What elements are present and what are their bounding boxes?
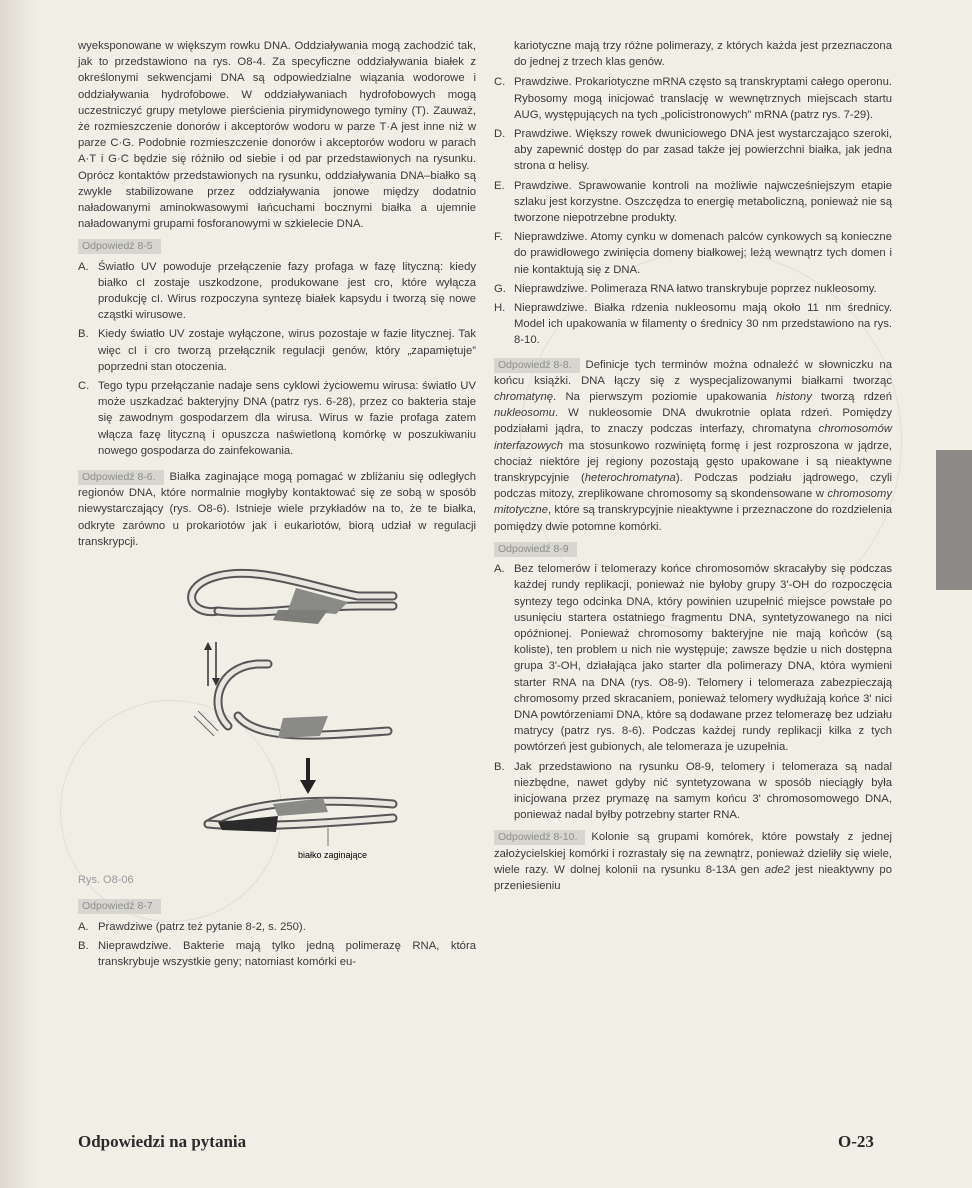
item-text: Kiedy światło UV zostaje wyłączone, wirus pozostaje w fazie litycznej. Tak więc cI i cro tworzą przełącznik regulacji genów, który „zapamiętuje” poprzedni stan otoczenia. [98, 328, 476, 373]
answer-8-5-label: Odpowiedź 8-5 [78, 239, 161, 254]
bending-protein-label: białko zaginające [298, 850, 368, 861]
right-column [494, 38, 892, 898]
item-letter: B. [78, 939, 89, 952]
list-item [494, 229, 892, 278]
list-item [78, 938, 476, 970]
item-letter: H. [494, 302, 506, 315]
continued-paragraph: kariotyczne mają trzy różne polimerazy, z których każda jest przeznaczona do jednej z trzech klas genów. [514, 40, 892, 69]
list-item [494, 759, 892, 824]
item-letter: B. [78, 328, 89, 341]
left-column [78, 38, 476, 973]
term-nucleosome: nukleosomu [494, 407, 555, 420]
item-text: Prawdziwe. Prokariotyczne mRNA często są transkryptami całego operonu. Rybosomy mogą inicjować translację w wewnętrznych miejscach startu AUG, występujących na tych „policistronowych” mRNA (patrz rys. 7-29). [514, 76, 892, 121]
text-run: Definicje tych terminów można odnaleźć w słowniczku na końcu książki. DNA łączy się z wyspecjalizowanymi białkami tworząc [494, 358, 892, 387]
item-letter: C. [78, 380, 90, 393]
item-text: Jak przedstawiono na rysunku O8-9, telomery i telomeraza są nadal niezbędne, nawet gdyby nić syntetyzowana w sposób nieciągły była inicjowana przez prymazę na samym końcu 3' chromosomowego DNA, ponieważ nadal byłby potrzebny starter RNA. [514, 760, 892, 822]
chapter-thumb-tab [936, 450, 972, 590]
text-run: . W nukleosomie DNA dwukrotnie oplata rdzeń. Pomiędzy podziałami jądra, to znaczy podczas interfazy, chromatyna [494, 407, 892, 436]
item-text: Tego typu przełączanie nadaje sens cyklowi życiowemu wirusa: światło UV może uszkadzać bakteryjny DNA (patrz rys. 6-28), przez co bakteria staje się zawodnym gospodarzem dla wirusa. Wirus w fazie profaga zatem włącza fazę lityczną i opuszcza naświetloną komórkę w poszukiwaniu nowego gospodarza do zainfekowania. [98, 380, 476, 457]
item-letter: G. [494, 282, 506, 295]
page-number: O-23 [838, 1132, 874, 1151]
item-letter: D. [494, 128, 506, 141]
list-item [494, 300, 892, 349]
answer-8-5-list [78, 259, 476, 459]
dna-loop-top [192, 573, 393, 624]
item-text: Nieprawdziwe. Atomy cynku w domenach palców cynkowych są konieczne do prawidłowego zwinięcia domeny białkowej; leżą wewnątrz tych domen i nie kontaktują się z DNA. [514, 231, 892, 276]
answer-8-8-label: Odpowiedź 8-8. [494, 358, 580, 373]
item-letter: F. [494, 231, 503, 244]
list-item [78, 378, 476, 459]
page-binding-shadow [0, 0, 36, 1188]
term-chromatin: chromatynę [494, 391, 554, 404]
item-letter: A. [494, 563, 505, 576]
answer-8-6-paragraph [78, 469, 476, 550]
term-mitotic-chromosomes: chromosomy mitotyczne [494, 488, 892, 517]
text-run: jest nieaktywny po przeniesieniu [494, 863, 892, 892]
list-item [494, 74, 892, 123]
term-histones: histony [776, 391, 812, 404]
list-item [78, 326, 476, 375]
answer-8-8-paragraph [494, 357, 892, 535]
item-text: Bez telomerów i telomerazy końce chromosomów skracałyby się podczas każdej rundy replikacji, ponieważ nie byłoby grupy 3'-OH do rozpoczęcia syntezy tego odcinka DNA, który powinien uzupełnić miejsce powstałe po usunięciu startera ostatniego fragmentu DNA, syntetyzowanego na nici opóźnionej. Ponieważ chromosomy bakteryjne nie mają końców (są koliste), ten problem u nich nie występuje; zawsze będzie u nich dostępna grupa 3'-OH, działająca jako starter dla polimerazy DNA, która wymieni starter RNA na DNA (rys. O8-9). Telomery i telomeraza zabezpieczają chromosomy przed skracaniem, ponieważ telomery wydłużają końce 3' nici DNA powtórzeniami DNA, które są dodawane przez telomerazę bez udziału matrycy (patrz rys. 8-6). Podczas każdej rundy replikacji kilka z tych powtórzeń jest gubionych, ale telomeraza je uzupełnia. [514, 563, 893, 754]
text-run: ma stosunkowo rozwiniętą formę i jest rozproszona w jądrze, chociaż niektóre jej regiony pozostają gęsto upakowane i są nieaktywne transkrypcyjnie ( [494, 439, 892, 485]
list-item [78, 259, 476, 324]
item-text: Nieprawdziwe. Polimeraza RNA łatwo transkrybuje poprzez nukleosomy. [514, 282, 877, 295]
bending-protein-figure [178, 566, 478, 866]
term-ade2: ade2 [764, 863, 790, 876]
term-interphase-chromosomes: chromosomów interfazowych [494, 423, 892, 452]
answer-8-9-heading [494, 541, 892, 557]
item-letter: B. [494, 760, 505, 773]
answer-8-5-heading [78, 238, 476, 254]
item-letter: E. [494, 179, 505, 192]
answer-8-10-paragraph [494, 829, 892, 894]
text-run: ). Podczas podziału jądrowego, czyli podczas mitozy, zreplikowane chromosomy są skondensowane w [494, 472, 892, 501]
dna-with-bending-protein [208, 798, 393, 846]
item-text: Nieprawdziwe. Białka rdzenia nukleosomu mają około 11 nm średnicy. Model ich upakowania w filamenty o średnicy 30 nm przedstawiono na rys. 8-10. [514, 302, 892, 347]
term-heterochromatin: heterochromatyna [584, 472, 676, 485]
item-text: Prawdziwe. Większy rowek dwuniciowego DNA jest wystarczająco szeroki, aby zapewnić dostęp do par zasad także jej powierzchni białka, jak jedna strona α helisy. [514, 128, 892, 173]
item-text: Prawdziwe (patrz też pytanie 8-2, s. 250). [98, 920, 306, 933]
answer-8-9-list [494, 561, 892, 823]
running-footer-title: Odpowiedzi na pytania [78, 1132, 247, 1151]
item-letter: A. [78, 260, 89, 273]
text-run: tworzą rdzeń [811, 391, 893, 404]
answer-8-10-label: Odpowiedź 8-10. [494, 830, 585, 845]
text-run: . Na pierwszym poziomie upakowania [553, 391, 777, 404]
text-run: , które są transkrypcyjnie nieaktywne i przeznaczone do rozdzielenia pomiędzy dwie potomne komórki. [494, 504, 892, 533]
dna-bending-diagram [178, 566, 478, 866]
intro-paragraph: wyeksponowane w większym rowku DNA. Oddziaływania mogą zachodzić tak, jak to przedstawiono na rys. O8-4. Za specyficzne oddziaływania białek z określonymi sekwencjami DNA są odpowiedzialne wiązania wodorowe i oddziaływania hydrofobowe. W oddziaływaniach hydrofobowych mogą uczestniczyć grupy metylowe pierścienia pirymidynowego tyminy (T). Zauważ, że rozmieszczenie donorów i akceptorów wodoru w parze T·A jest inne niż w parze C·G. Podobnie rozmieszczenie donorów i akceptorów wodoru w parach A·T i G·C będzie się różniło od siebie i od par przedstawionych na rysunku. Oprócz kontaktów przedstawionych na rysunku, oddziaływania DNA–białko są zwykle stabilizowane przez oddziaływania jonowe między dodatnio naładowanymi aminokwasowymi łańcuchami bocznymi białka a ujemnie naładowanymi grupami fosforanowymi w szkielecie DNA. [78, 40, 476, 231]
answer-8-7-heading [78, 898, 476, 914]
list-item [494, 178, 892, 227]
text-run: Kolonie są grupami komórek, które powstały z jednej założycielskiej komórki i rozrastały się na zewnątrz, ponieważ dzieliły się wiele, wiele razy. W dolnej kolonii na rysunku 8-13A gen [494, 831, 892, 876]
answer-8-6-text: Białka zaginające mogą pomagać w zbliżaniu się odległych regionów DNA, które normalnie mogłyby kontaktować się ze sobą w sposób niewystarczający (rys. O8-6). Istnieje wiele przykładów na to, że te białka, odkryte zarówno u prokariotów jak i eukariotów, biorą udział w regulacji transkrypcji. [78, 471, 476, 548]
answer-8-7-list [78, 919, 476, 971]
list-item [494, 561, 892, 755]
list-item [78, 919, 476, 935]
dna-bent-middle [194, 664, 388, 738]
answer-8-7-continued-list [494, 74, 892, 348]
answer-8-9-label: Odpowiedź 8-9 [494, 542, 577, 557]
item-text: Światło UV powoduje przełączenie fazy profaga w fazę lityczną: kiedy białko cI zostaje uszkodzone, produkowane jest cro, które wyłącza produkcję cI. Wirus rozpoczyna syntezę białek kapsydu i tworzą się nowe cząstki wirusowe. [98, 260, 476, 322]
item-letter: C. [494, 76, 506, 89]
item-letter: A. [78, 920, 89, 933]
down-arrow-icon [300, 758, 316, 794]
answer-8-7-label: Odpowiedź 8-7 [78, 899, 161, 914]
item-text: Nieprawdziwe. Bakterie mają tylko jedną polimerazę RNA, która transkrybuje wszystkie geny; natomiast komórki eu- [98, 939, 476, 968]
list-item [494, 281, 892, 297]
figure-id: Rys. O8-06 [78, 874, 134, 887]
list-item [494, 126, 892, 175]
item-text: Prawdziwe. Sprawowanie kontroli na możliwie najwcześniejszym etapie szlaku jest korzystne. Oszczędza to energię metaboliczną, ponieważ nie są tworzone niepotrzebne produkty. [514, 179, 892, 225]
answer-8-6-label: Odpowiedź 8-6. [78, 470, 164, 485]
reversible-arrow-icon [204, 642, 220, 686]
